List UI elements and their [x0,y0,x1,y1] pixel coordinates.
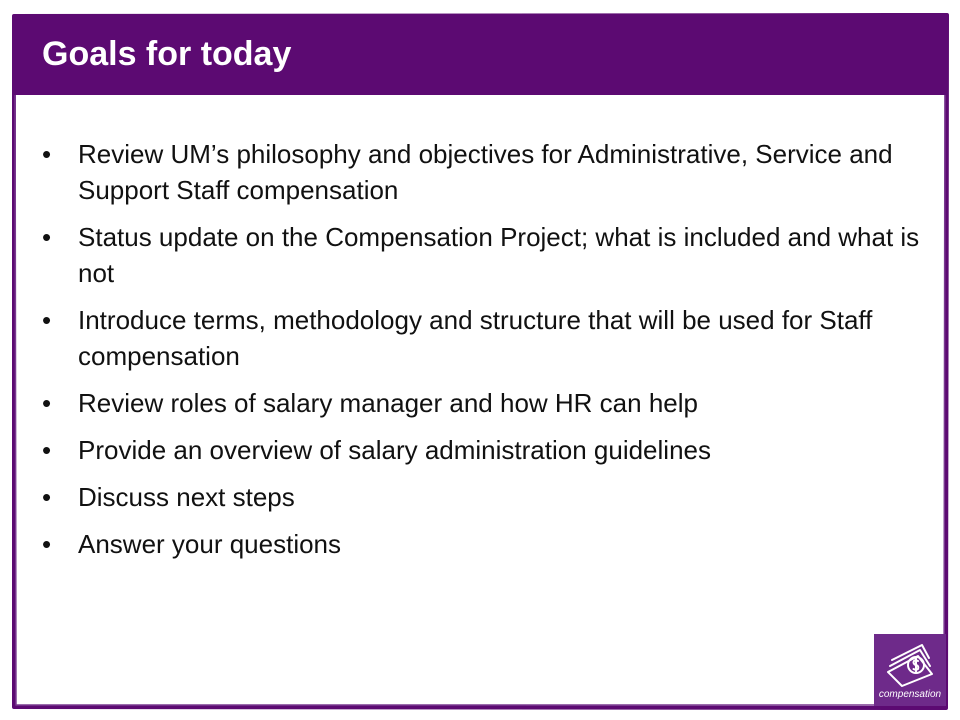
bullet-marker: • [42,139,52,169]
bullet-text: Provide an overview of salary administration guidelines [78,435,711,465]
bullet-marker: • [42,305,52,335]
bullet-marker: • [42,435,52,465]
bullet-text: Introduce terms, methodology and structure that will be used for Staff compensation [78,305,873,371]
list-item [42,385,922,421]
list-item [42,136,922,208]
list-item [42,219,922,291]
bullet-text: Answer your questions [78,529,342,559]
bullet-marker: • [42,388,52,418]
bullet-text: Status update on the Compensation Project; what is included and what is not [78,222,920,288]
bullet-marker: • [42,222,52,252]
list-item [42,526,922,562]
bullet-marker: • [42,482,52,512]
bullet-marker: • [42,529,52,559]
list-item [42,302,922,374]
slide-title: Goals for today [42,35,292,73]
list-item [42,479,922,515]
money-stack-icon [874,634,946,690]
bullet-text: Discuss next steps [78,482,295,512]
compensation-badge [874,634,946,706]
list-item [42,432,922,468]
goals-list [42,136,922,573]
bullet-text: Review UM’s philosophy and objectives for Administrative, Service and Support Staff compensation [78,139,893,205]
badge-label: compensation [878,689,942,700]
bullet-text: Review roles of salary manager and how HR can help [78,388,698,418]
